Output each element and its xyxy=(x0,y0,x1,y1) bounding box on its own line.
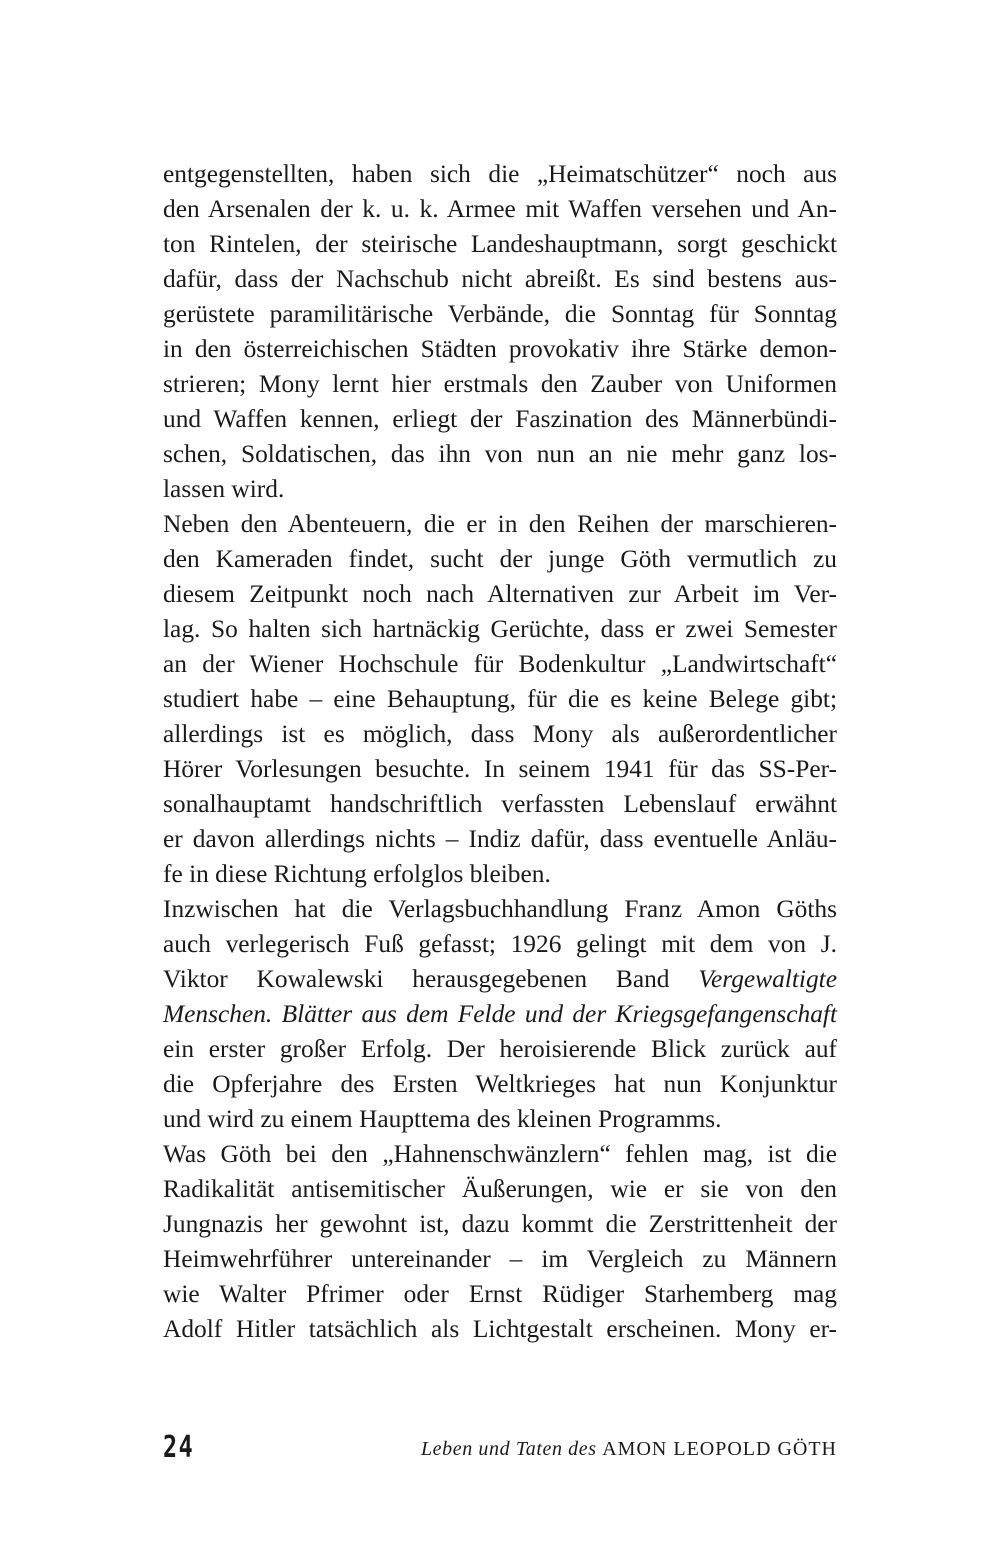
text-line xyxy=(163,192,837,227)
text-run: strieren; Mony lernt hier erstmals den Zauber von Uniformen xyxy=(163,370,837,398)
text-run: Was Göth bei den „Hahnenschwänzlern“ fehlen mag, ist die xyxy=(163,1140,837,1168)
text-line xyxy=(163,1242,837,1277)
text-line xyxy=(163,857,837,892)
text-run: auch verlegerisch Fuß gefasst; 1926 gelingt mit dem von J. xyxy=(163,930,837,958)
text-line xyxy=(163,297,837,332)
text-run: den Arsenalen der k. u. k. Armee mit Waffen versehen und An- xyxy=(163,195,837,223)
text-run: lassen wird. xyxy=(163,475,285,503)
text-line xyxy=(163,1067,837,1102)
text-line xyxy=(163,367,837,402)
text-run: gerüstete paramilitärische Verbände, die Sonntag für Sonntag xyxy=(163,300,837,328)
text-run: und Waffen kennen, erliegt der Faszination des Männerbündi- xyxy=(163,405,837,433)
text-line xyxy=(163,1312,837,1347)
text-run: in den österreichischen Städten provokativ ihre Stärke demon- xyxy=(163,335,837,363)
text-line xyxy=(163,1207,837,1242)
text-run: Hörer Vorlesungen besuchte. In seinem 1941 für das SS-Per- xyxy=(163,755,837,783)
body-text xyxy=(163,157,837,1347)
text-line xyxy=(163,1137,837,1172)
text-line xyxy=(163,507,837,542)
text-line xyxy=(163,402,837,437)
text-run: Heimwehrführer untereinander – im Vergleich zu Männern xyxy=(163,1245,837,1273)
text-run: diesem Zeitpunkt noch nach Alternativen zur Arbeit im Ver- xyxy=(163,580,837,608)
text-run: und wird zu einem Haupttema des kleinen Programms. xyxy=(163,1105,722,1133)
page-footer xyxy=(163,1430,837,1470)
text-line xyxy=(163,752,837,787)
text-run: dafür, dass der Nachschub nicht abreißt. Es sind bestens aus- xyxy=(163,265,837,293)
text-line xyxy=(163,1102,837,1137)
text-run: Radikalität antisemitischer Äußerungen, wie er sie von den xyxy=(163,1175,837,1203)
text-run: Adolf Hitler tatsächlich als Lichtgestalt erscheinen. Mony er- xyxy=(163,1315,837,1343)
italic-title: Vergewaltigte xyxy=(698,965,837,993)
text-line xyxy=(163,332,837,367)
running-head-italic: Leben und Taten des xyxy=(420,1438,597,1460)
text-line xyxy=(163,472,837,507)
text-line xyxy=(163,682,837,717)
text-line xyxy=(163,1277,837,1312)
text-run: er davon allerdings nichts – Indiz dafür, dass eventuelle Anläu- xyxy=(163,825,837,853)
text-run: entgegenstellten, haben sich die „Heimatschützer“ noch aus xyxy=(163,160,837,188)
text-run: Jungnazis her gewohnt ist, dazu kommt die Zerstrittenheit der xyxy=(163,1210,837,1238)
text-run: Inzwischen hat die Verlagsbuchhandlung Franz Amon Göths xyxy=(163,895,837,923)
text-line xyxy=(163,1172,837,1207)
text-line xyxy=(163,227,837,262)
text-line xyxy=(163,717,837,752)
text-line xyxy=(163,612,837,647)
text-run: ein erster großer Erfolg. Der heroisierende Blick zurück auf xyxy=(163,1035,837,1063)
text-run: lag. So halten sich hartnäckig Gerüchte, dass er zwei Semester xyxy=(163,615,837,643)
running-head xyxy=(421,1436,837,1462)
text-line xyxy=(163,1032,837,1067)
text-line xyxy=(163,997,837,1032)
text-run: Neben den Abenteuern, die er in den Reihen der marschieren- xyxy=(163,510,837,538)
text-run: sonalhauptamt handschriftlich verfassten Lebenslauf erwähnt xyxy=(163,790,837,818)
running-head-title: AMON LEOPOLD GÖTH xyxy=(602,1438,837,1460)
text-line xyxy=(163,577,837,612)
text-line xyxy=(163,892,837,927)
text-run: schen, Soldatischen, das ihn von nun an nie mehr ganz los- xyxy=(163,440,837,468)
text-line xyxy=(163,262,837,297)
text-line xyxy=(163,962,837,997)
italic-title: Menschen. Blätter aus dem Felde und der Kriegsgefangenschaft xyxy=(163,1000,837,1028)
text-line xyxy=(163,157,837,192)
text-run: wie Walter Pfrimer oder Ernst Rüdiger Starhemberg mag xyxy=(163,1280,837,1308)
text-line xyxy=(163,542,837,577)
text-line xyxy=(163,437,837,472)
text-run: an der Wiener Hochschule für Bodenkultur „Landwirtschaft“ xyxy=(163,650,837,678)
text-run: ton Rintelen, der steirische Landeshauptmann, sorgt geschickt xyxy=(163,230,837,258)
text-line xyxy=(163,822,837,857)
text-run: fe in diese Richtung erfolglos bleiben. xyxy=(163,860,551,888)
text-line xyxy=(163,647,837,682)
text-line xyxy=(163,787,837,822)
text-run: die Opferjahre des Ersten Weltkrieges hat nun Konjunktur xyxy=(163,1070,837,1098)
text-run: studiert habe – eine Behauptung, für die es keine Belege gibt; xyxy=(163,685,837,713)
text-run: allerdings ist es möglich, dass Mony als außerordentlicher xyxy=(163,720,837,748)
text-line xyxy=(163,927,837,962)
text-run: Viktor Kowalewski herausgegebenen Band xyxy=(163,965,699,993)
page-number: 24 xyxy=(163,1430,195,1465)
text-run: den Kameraden findet, sucht der junge Göth vermutlich zu xyxy=(163,545,837,573)
